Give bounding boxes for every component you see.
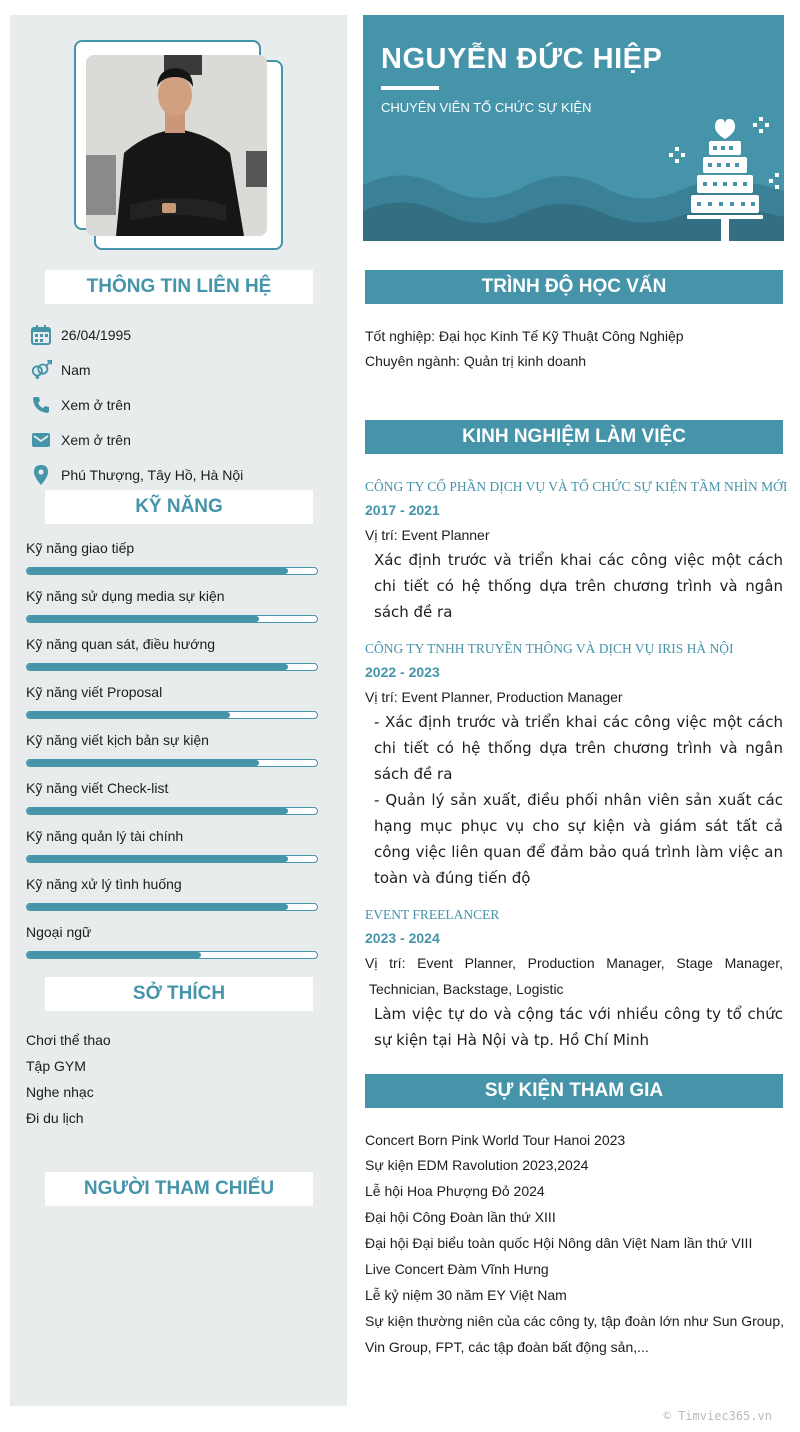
contact-gender — [30, 358, 91, 382]
experience-position: Vị trí: Event Planner, Production Manager — [365, 689, 623, 705]
education-graduated: Tốt nghiệp: Đại học Kinh Tế Kỹ Thuật Công Nghiệp — [365, 328, 684, 344]
event-item: Đại hội Công Đoàn lần thứ XIII — [365, 1209, 556, 1225]
email-value: Xem ở trên — [61, 432, 131, 448]
experience-period: 2017 - 2021 — [365, 502, 440, 518]
contact-address — [30, 463, 243, 487]
experience-position-cont: Technician, Backstage, Logistic — [369, 981, 564, 997]
skill-item — [26, 828, 318, 863]
phone-value: Xem ở trên — [61, 397, 131, 413]
experience-description: - Quản lý sản xuất, điều phối nhân viên sản xuất các hạng mục phục vụ cho sự kiện và giám sát tất cả công việc liên quan để đảm bảo quá trình làm việc an toàn và đúng tiến độ — [374, 791, 783, 887]
skill-label: Kỹ năng viết kịch bản sự kiện — [26, 732, 209, 748]
email-icon — [30, 429, 52, 451]
skill-label: Kỹ năng viết Check-list — [26, 780, 169, 796]
education-major: Chuyên ngành: Quản trị kinh doanh — [365, 353, 587, 369]
skill-bar-fill — [27, 568, 288, 574]
experience-period: 2022 - 2023 — [365, 664, 440, 680]
header-banner — [363, 15, 784, 241]
profile-photo — [86, 55, 267, 236]
skill-bar — [26, 663, 318, 671]
location-pin-icon — [30, 464, 52, 486]
event-item: Lễ hội Hoa Phượng Đỏ 2024 — [365, 1183, 545, 1199]
skill-label: Kỹ năng quan sát, điều hướng — [26, 636, 216, 652]
skill-label: Kỹ năng viết Proposal — [26, 684, 163, 700]
skills-heading: KỸ NĂNG — [45, 490, 313, 524]
hobby-item: Đi du lịch — [26, 1110, 84, 1126]
calendar-icon — [30, 324, 52, 346]
phone-icon — [30, 394, 52, 416]
skill-bar-fill — [27, 664, 288, 670]
contact-birthday — [30, 323, 131, 347]
event-item: Lễ kỷ niệm 30 năm EY Việt Nam — [365, 1287, 567, 1303]
skill-bar — [26, 903, 318, 911]
skill-label: Kỹ năng giao tiếp — [26, 540, 135, 556]
skill-bar — [26, 759, 318, 767]
skill-bar — [26, 855, 318, 863]
skill-bar-fill — [27, 952, 201, 958]
skill-item — [26, 684, 318, 719]
address-value: Phú Thượng, Tây Hồ, Hà Nội — [61, 467, 244, 483]
skill-bar — [26, 567, 318, 575]
education-heading: TRÌNH ĐỘ HỌC VẤN — [365, 270, 783, 304]
candidate-job-title: CHUYÊN VIÊN TỔ CHỨC SỰ KIỆN — [381, 100, 592, 115]
gender-icon — [30, 359, 52, 381]
hobby-item: Tập GYM — [26, 1058, 86, 1074]
contact-heading: THÔNG TIN LIÊN HỆ — [45, 270, 313, 304]
skill-bar-fill — [27, 808, 288, 814]
skill-bar — [26, 711, 318, 719]
hobby-item: Nghe nhạc — [26, 1084, 94, 1100]
skill-bar-fill — [27, 616, 259, 622]
experience-period: 2023 - 2024 — [365, 930, 440, 946]
event-item: Vin Group, FPT, các tập đoàn bất động sản,... — [365, 1339, 649, 1355]
skill-label: Kỹ năng sử dụng media sự kiện — [26, 588, 225, 604]
skill-bar-fill — [27, 904, 288, 910]
contact-phone — [30, 393, 131, 417]
experience-description: - Xác định trước và triển khai các công việc một cách chi tiết có hệ thống dựa trên chương trình và ngân sách đề ra — [374, 713, 783, 783]
hobbies-heading: SỞ THÍCH — [45, 977, 313, 1011]
skill-item — [26, 780, 318, 815]
event-item: Live Concert Đàm Vĩnh Hưng — [365, 1261, 549, 1277]
experience-company: EVENT FREELANCER — [365, 907, 500, 922]
skill-bar — [26, 807, 318, 815]
skill-bar — [26, 615, 318, 623]
skill-bar-fill — [27, 856, 288, 862]
event-item: Sự kiện thường niên của các công ty, tập đoàn lớn như Sun Group, — [365, 1313, 785, 1329]
event-item: Đại hội Đại biểu toàn quốc Hội Nông dân Việt Nam lần thứ VIII — [365, 1235, 753, 1251]
references-heading: NGƯỜI THAM CHIẾU — [45, 1172, 313, 1206]
skill-bar-fill — [27, 760, 259, 766]
watermark: © Timviec365.vn — [663, 1409, 772, 1423]
experience-company: CÔNG TY CỔ PHẦN DỊCH VỤ VÀ TỔ CHỨC SỰ KIỆN TẦM NHÌN MỚI — [365, 479, 788, 494]
skill-label: Ngoại ngữ — [26, 924, 92, 940]
skill-label: Kỹ năng xử lý tình huống — [26, 876, 182, 892]
event-item: Sự kiện EDM Ravolution 2023,2024 — [365, 1157, 589, 1173]
skill-label: Kỹ năng quản lý tài chính — [26, 828, 184, 844]
experience-position: Vị trí: Event Planner — [365, 527, 490, 543]
skill-bar — [26, 951, 318, 959]
skill-item — [26, 876, 318, 911]
experience-heading: KINH NGHIỆM LÀM VIỆC — [365, 420, 783, 454]
events-heading: SỰ KIỆN THAM GIA — [365, 1074, 783, 1108]
candidate-name: NGUYỄN ĐỨC HIỆP — [381, 43, 663, 75]
event-item: Concert Born Pink World Tour Hanoi 2023 — [365, 1132, 626, 1148]
skill-item — [26, 924, 318, 959]
skill-item — [26, 540, 318, 575]
birthday-value: 26/04/1995 — [61, 327, 132, 343]
contact-email — [30, 428, 131, 452]
skill-item — [26, 636, 318, 671]
gender-value: Nam — [61, 362, 91, 378]
experience-company: CÔNG TY TNHH TRUYỀN THÔNG VÀ DỊCH VỤ IRIS HÀ NỘI — [365, 641, 734, 656]
experience-description: Làm việc tự do và cộng tác với nhiều công ty tổ chức sự kiện tại Hà Nội và tp. Hồ Chí Minh — [374, 1005, 783, 1049]
wave-cake-illustration — [363, 15, 784, 241]
skill-item — [26, 588, 318, 623]
skill-bar-fill — [27, 712, 230, 718]
hobby-item: Chơi thể thao — [26, 1032, 111, 1048]
sidebar — [10, 15, 347, 1406]
skill-item — [26, 732, 318, 767]
experience-position: Vị trí: Event Planner, Production Manager, Stage Manager, — [365, 955, 783, 971]
experience-description: Xác định trước và triển khai các công việc một cách chi tiết có hệ thống dựa trên chương trình và ngân sách đề ra — [374, 551, 783, 621]
